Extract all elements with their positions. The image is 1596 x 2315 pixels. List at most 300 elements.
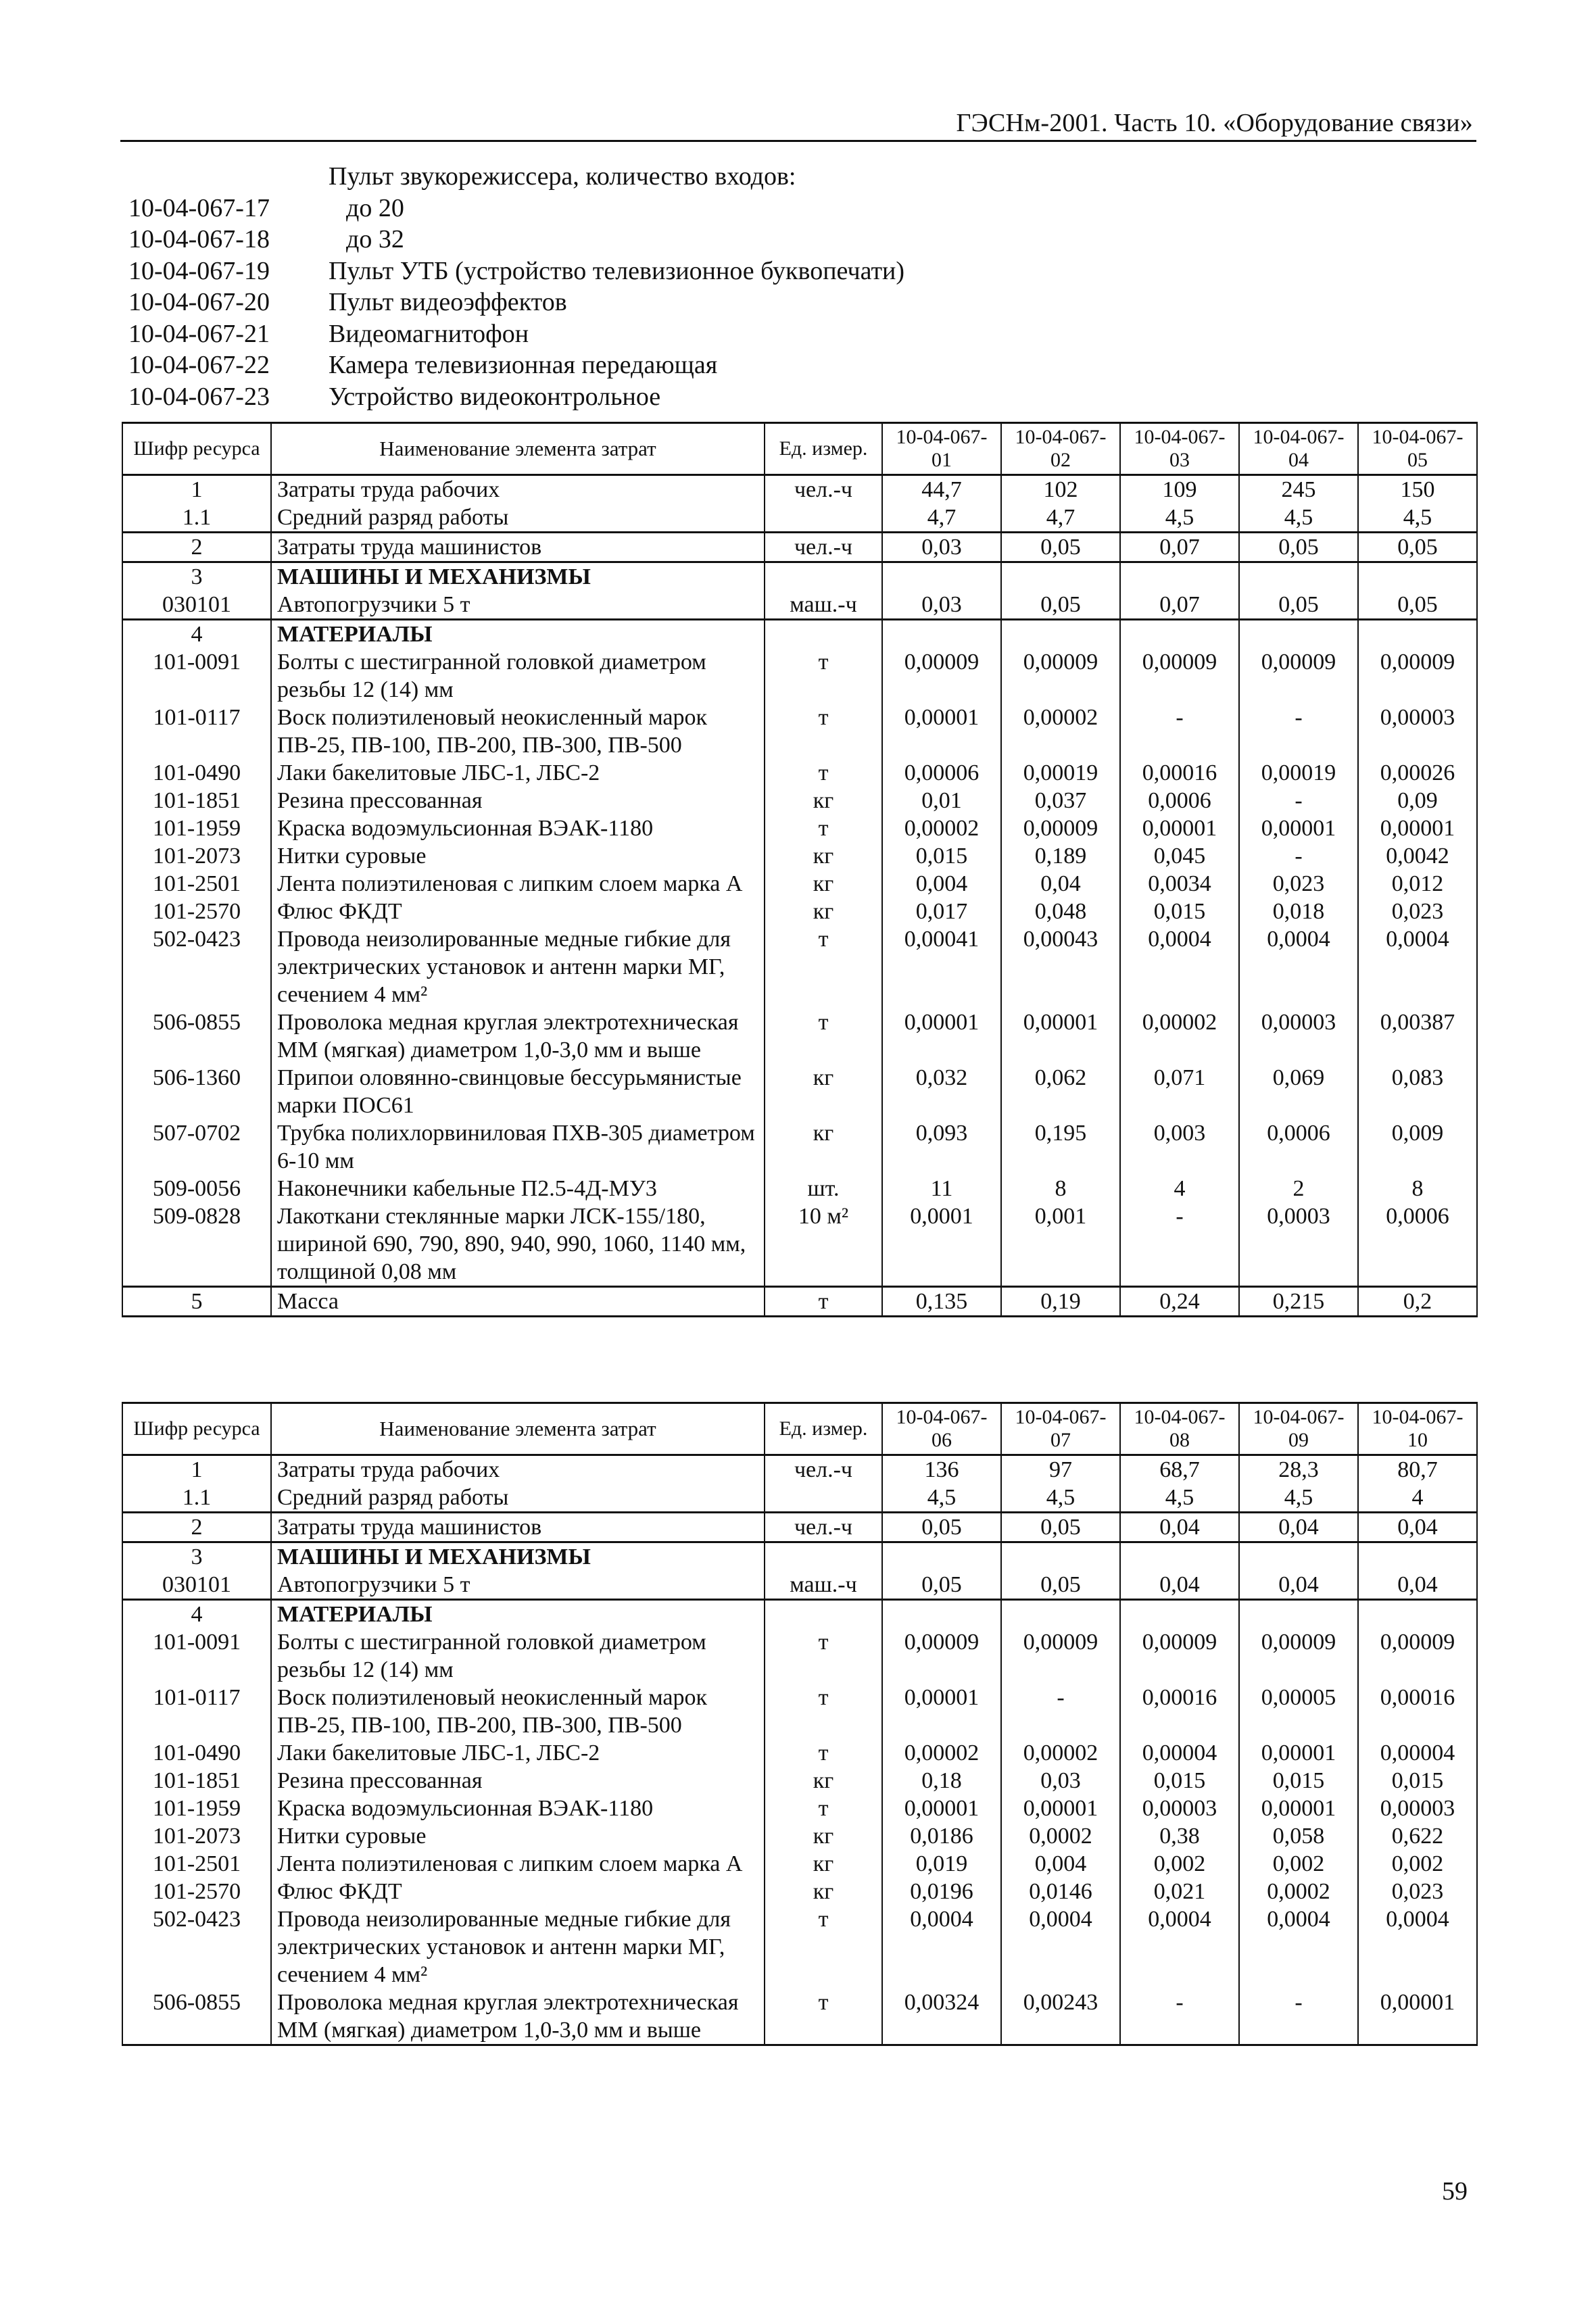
value-cell: 4 <box>1358 1484 1477 1513</box>
value-cell: - <box>1239 1989 1358 2045</box>
value-cell: 0,0004 <box>1239 1905 1358 1989</box>
resource-code-cell: 4 <box>122 620 271 649</box>
value-cell: 97 <box>1001 1455 1120 1484</box>
value-cell: 28,3 <box>1239 1455 1358 1484</box>
cost-element-name-cell: Краска водоэмульсионная ВЭАК-1180 <box>271 1795 765 1822</box>
value-cell: 44,7 <box>882 475 1001 504</box>
header-col: 10-04-067-03 <box>1120 423 1239 475</box>
resource-code-cell: 5 <box>122 1287 271 1317</box>
value-cell: 0,009 <box>1358 1119 1477 1175</box>
table-row <box>122 1484 1477 1513</box>
resource-code-cell: 101-1959 <box>122 814 271 842</box>
value-cell: 0,00003 <box>1239 1008 1358 1064</box>
cost-element-name-cell: Средний разряд работы <box>271 504 765 533</box>
value-cell <box>1358 1542 1477 1571</box>
unit-cell: кг <box>765 1822 882 1850</box>
value-cell: 0,00001 <box>1358 814 1477 842</box>
value-cell <box>1239 1600 1358 1629</box>
resource-code-cell: 101-0117 <box>122 1684 271 1739</box>
value-cell <box>1358 620 1477 649</box>
value-cell: 0,00387 <box>1358 1008 1477 1064</box>
cost-element-name-cell: Автопогрузчики 5 т <box>271 591 765 620</box>
value-cell <box>1239 620 1358 649</box>
value-cell: 0,0006 <box>1239 1119 1358 1175</box>
value-cell: 0,00009 <box>1001 1628 1120 1684</box>
value-cell: 0,045 <box>1120 842 1239 870</box>
value-cell: 0,004 <box>1001 1850 1120 1878</box>
unit-cell: кг <box>765 870 882 898</box>
table-row <box>122 898 1477 925</box>
value-cell <box>882 562 1001 591</box>
unit-cell <box>765 620 882 649</box>
value-cell: 0,00004 <box>1120 1739 1239 1767</box>
value-cell <box>1120 562 1239 591</box>
value-cell: 0,189 <box>1001 842 1120 870</box>
resource-code-cell: 1 <box>122 475 271 504</box>
intro-item-code: 10-04-067-20 <box>128 288 270 316</box>
value-cell: 0,05 <box>1001 591 1120 620</box>
value-cell: 0,002 <box>1120 1850 1239 1878</box>
value-cell: 0,05 <box>1001 533 1120 562</box>
value-cell: 0,04 <box>1358 1571 1477 1600</box>
resource-code-cell: 101-2501 <box>122 870 271 898</box>
resource-code-cell: 509-0056 <box>122 1175 271 1202</box>
table-row <box>122 1287 1477 1317</box>
table-row <box>122 1542 1477 1571</box>
value-cell: - <box>1120 1202 1239 1287</box>
unit-cell <box>765 562 882 591</box>
value-cell: 0,00009 <box>1120 648 1239 704</box>
intro-item <box>128 193 904 224</box>
unit-cell: т <box>765 1287 882 1317</box>
table-row <box>122 1202 1477 1287</box>
value-cell: 2 <box>1239 1175 1358 1202</box>
value-cell: 0,00001 <box>1001 1795 1120 1822</box>
value-cell: 0,00001 <box>1239 1795 1358 1822</box>
value-cell: 0,015 <box>1358 1767 1477 1795</box>
cost-element-name-cell: Воск полиэтиленовый неокисленный марок ПВ-25, ПВ-100, ПВ-200, ПВ-300, ПВ-500 <box>271 1684 765 1739</box>
value-cell: 0,071 <box>1120 1064 1239 1119</box>
intro-item-text: Камера телевизионная передающая <box>329 351 718 379</box>
value-cell: 0,0186 <box>882 1822 1001 1850</box>
value-cell: 4,5 <box>1239 504 1358 533</box>
page-number: 59 <box>1442 2177 1468 2206</box>
table-row <box>122 870 1477 898</box>
value-cell <box>882 1542 1001 1571</box>
cost-element-name-cell: Воск полиэтиленовый неокисленный марок ПВ-25, ПВ-100, ПВ-200, ПВ-300, ПВ-500 <box>271 704 765 759</box>
value-cell: 0,00009 <box>1358 1628 1477 1684</box>
value-cell <box>1120 1600 1239 1629</box>
value-cell: 0,0003 <box>1239 1202 1358 1287</box>
value-cell: 0,00001 <box>1239 814 1358 842</box>
table-row <box>122 842 1477 870</box>
table-row <box>122 591 1477 620</box>
value-cell: 0,00009 <box>1001 814 1120 842</box>
value-cell: 0,09 <box>1358 787 1477 814</box>
value-cell: 0,05 <box>882 1513 1001 1542</box>
table-row <box>122 1064 1477 1119</box>
value-cell: 0,00001 <box>882 704 1001 759</box>
value-cell: 0,00324 <box>882 1989 1001 2045</box>
header-code: Шифр ресурса <box>122 423 271 475</box>
value-cell: 0,002 <box>1358 1850 1477 1878</box>
value-cell: 4,5 <box>1120 504 1239 533</box>
value-cell: - <box>1239 704 1358 759</box>
cost-element-name-cell: Припои оловянно-свинцовые бессурьмянистые марки ПОС61 <box>271 1064 765 1119</box>
cost-element-name-cell: Флюс ФКДТ <box>271 1878 765 1905</box>
value-cell: 150 <box>1358 475 1477 504</box>
value-cell: 0,0004 <box>1358 925 1477 1008</box>
value-cell: 0,00004 <box>1358 1739 1477 1767</box>
value-cell: 0,0002 <box>1239 1878 1358 1905</box>
resource-code-cell: 101-1851 <box>122 1767 271 1795</box>
unit-cell: кг <box>765 1064 882 1119</box>
table-row <box>122 504 1477 533</box>
table-row <box>122 1989 1477 2045</box>
value-cell: 0,0004 <box>1001 1905 1120 1989</box>
table-row <box>122 620 1477 649</box>
unit-cell: шт. <box>765 1175 882 1202</box>
value-cell: 0,00016 <box>1358 1684 1477 1739</box>
intro-item-code: 10-04-067-19 <box>128 256 270 285</box>
value-cell: 0,00001 <box>882 1684 1001 1739</box>
cost-element-name-cell: Болты с шестигранной головкой диаметром резьбы 12 (14) мм <box>271 1628 765 1684</box>
value-cell: 0,05 <box>1239 591 1358 620</box>
resource-code-cell: 506-0855 <box>122 1008 271 1064</box>
value-cell: 0,00001 <box>1120 814 1239 842</box>
value-cell: 0,00003 <box>1358 704 1477 759</box>
intro-item-text: до 20 <box>346 193 404 222</box>
cost-element-name-cell: МАТЕРИАЛЫ <box>271 1600 765 1629</box>
value-cell: 0,00019 <box>1001 759 1120 787</box>
intro-lead-row <box>128 161 904 193</box>
unit-cell: кг <box>765 898 882 925</box>
value-cell: 0,019 <box>882 1850 1001 1878</box>
intro-item <box>128 349 904 381</box>
cost-element-name-cell: Трубка полихлорвиниловая ПХВ-305 диаметром 6-10 мм <box>271 1119 765 1175</box>
value-cell: 0,38 <box>1120 1822 1239 1850</box>
intro-item-code: 10-04-067-17 <box>128 193 270 222</box>
unit-cell: кг <box>765 787 882 814</box>
cost-element-name-cell: МАШИНЫ И МЕХАНИЗМЫ <box>271 1542 765 1571</box>
value-cell: 0,2 <box>1358 1287 1477 1317</box>
unit-cell: т <box>765 648 882 704</box>
value-cell: 68,7 <box>1120 1455 1239 1484</box>
value-cell: 0,001 <box>1001 1202 1120 1287</box>
value-cell: 0,023 <box>1358 1878 1477 1905</box>
value-cell: 0,00009 <box>1358 648 1477 704</box>
value-cell: 0,015 <box>1120 1767 1239 1795</box>
value-cell: 0,00002 <box>1120 1008 1239 1064</box>
resource-code-cell: 2 <box>122 533 271 562</box>
value-cell: 0,00002 <box>882 1739 1001 1767</box>
unit-cell: т <box>765 1905 882 1989</box>
header-unit: Ед. измер. <box>765 423 882 475</box>
header-col: 10-04-067-08 <box>1120 1403 1239 1455</box>
value-cell: 0,05 <box>1239 533 1358 562</box>
intro-item-text: Устройство видеоконтрольное <box>329 382 661 411</box>
value-cell: 0,058 <box>1239 1822 1358 1850</box>
intro-item-text: Пульт видеоэффектов <box>329 288 567 316</box>
value-cell: 4,5 <box>1239 1484 1358 1513</box>
table-row <box>122 787 1477 814</box>
table-row <box>122 1878 1477 1905</box>
table-row <box>122 475 1477 504</box>
value-cell: 0,004 <box>882 870 1001 898</box>
value-cell: 0,00043 <box>1001 925 1120 1008</box>
resource-code-cell: 2 <box>122 1513 271 1542</box>
value-cell: 0,062 <box>1001 1064 1120 1119</box>
resource-code-cell: 502-0423 <box>122 1905 271 1989</box>
table-row <box>122 1822 1477 1850</box>
intro-item <box>128 318 904 350</box>
value-cell: 0,07 <box>1120 591 1239 620</box>
cost-element-name-cell: Затраты труда машинистов <box>271 533 765 562</box>
unit-cell: 10 м² <box>765 1202 882 1287</box>
unit-cell <box>765 1600 882 1629</box>
table-row <box>122 1767 1477 1795</box>
cost-element-name-cell: Краска водоэмульсионная ВЭАК-1180 <box>271 814 765 842</box>
unit-cell: маш.-ч <box>765 1571 882 1600</box>
unit-cell <box>765 1484 882 1513</box>
value-cell: 0,00002 <box>1001 704 1120 759</box>
value-cell <box>1001 1600 1120 1629</box>
value-cell: 0,195 <box>1001 1119 1120 1175</box>
unit-cell: кг <box>765 1119 882 1175</box>
value-cell: 0,135 <box>882 1287 1001 1317</box>
cost-element-name-cell: Затраты труда рабочих <box>271 1455 765 1484</box>
value-cell: 8 <box>1001 1175 1120 1202</box>
value-cell: 0,05 <box>1001 1513 1120 1542</box>
value-cell: 0,00001 <box>1001 1008 1120 1064</box>
value-cell: 8 <box>1358 1175 1477 1202</box>
intro-item-code: 10-04-067-22 <box>128 351 270 379</box>
table-row <box>122 1684 1477 1739</box>
value-cell: 0,0004 <box>1120 1905 1239 1989</box>
cost-element-name-cell: Лаки бакелитовые ЛБС-1, ЛБС-2 <box>271 1739 765 1767</box>
value-cell: 0,19 <box>1001 1287 1120 1317</box>
resource-code-cell: 1 <box>122 1455 271 1484</box>
value-cell: 0,0004 <box>1358 1905 1477 1989</box>
unit-cell: кг <box>765 842 882 870</box>
value-cell: 0,0042 <box>1358 842 1477 870</box>
unit-cell: т <box>765 759 882 787</box>
value-cell: 0,0034 <box>1120 870 1239 898</box>
value-cell: 0,18 <box>882 1767 1001 1795</box>
value-cell <box>1001 1542 1120 1571</box>
intro-item-text: Пульт УТБ (устройство телевизионное буквопечати) <box>329 256 905 285</box>
value-cell: 0,00009 <box>1001 648 1120 704</box>
value-cell: 0,023 <box>1358 898 1477 925</box>
unit-cell: т <box>765 1795 882 1822</box>
value-cell: - <box>1120 704 1239 759</box>
value-cell: 4,5 <box>882 1484 1001 1513</box>
value-cell <box>1001 562 1120 591</box>
value-cell: - <box>1120 1989 1239 2045</box>
value-cell: 0,017 <box>882 898 1001 925</box>
resource-code-cell: 3 <box>122 1542 271 1571</box>
value-cell: 0,032 <box>882 1064 1001 1119</box>
resource-code-cell: 101-2570 <box>122 898 271 925</box>
cost-element-name-cell: Флюс ФКДТ <box>271 898 765 925</box>
value-cell: 0,00009 <box>1120 1628 1239 1684</box>
unit-cell: маш.-ч <box>765 591 882 620</box>
cost-element-name-cell: МАШИНЫ И МЕХАНИЗМЫ <box>271 562 765 591</box>
value-cell <box>1358 1600 1477 1629</box>
resource-code-cell: 4 <box>122 1600 271 1629</box>
resource-code-cell: 506-1360 <box>122 1064 271 1119</box>
value-cell: 0,04 <box>1358 1513 1477 1542</box>
value-cell: 4,7 <box>882 504 1001 533</box>
value-cell: 0,00003 <box>1120 1795 1239 1822</box>
intro-item-code: 10-04-067-18 <box>128 225 270 253</box>
value-cell: 136 <box>882 1455 1001 1484</box>
value-cell: 0,622 <box>1358 1822 1477 1850</box>
value-cell: 109 <box>1120 475 1239 504</box>
cost-element-name-cell: Провода неизолированные медные гибкие для электрических установок и антенн марки МГ, сечением 4 мм² <box>271 1905 765 1989</box>
cost-element-name-cell: Лента полиэтиленовая с липким слоем марка А <box>271 870 765 898</box>
cost-element-name-cell: Лента полиэтиленовая с липким слоем марка А <box>271 1850 765 1878</box>
value-cell: 0,0006 <box>1358 1202 1477 1287</box>
value-cell: 0,0004 <box>1120 925 1239 1008</box>
value-cell: 0,0004 <box>882 1905 1001 1989</box>
table-row <box>122 1455 1477 1484</box>
resource-code-cell: 506-0855 <box>122 1989 271 2045</box>
value-cell: 4,5 <box>1358 504 1477 533</box>
table-row <box>122 1600 1477 1629</box>
intro-item-code: 10-04-067-23 <box>128 382 270 411</box>
cost-element-name-cell: МАТЕРИАЛЫ <box>271 620 765 649</box>
value-cell: 0,00016 <box>1120 759 1239 787</box>
value-cell: 0,003 <box>1120 1119 1239 1175</box>
header-col: 10-04-067-02 <box>1001 423 1120 475</box>
intro-item-text: Видеомагнитофон <box>329 319 529 348</box>
header-col: 10-04-067-06 <box>882 1403 1001 1455</box>
value-cell: 0,083 <box>1358 1064 1477 1119</box>
value-cell <box>1358 562 1477 591</box>
value-cell: 0,00243 <box>1001 1989 1120 2045</box>
intro-item <box>128 287 904 318</box>
value-cell: 0,00041 <box>882 925 1001 1008</box>
resource-code-cell: 101-0490 <box>122 1739 271 1767</box>
unit-cell: т <box>765 1684 882 1739</box>
cost-element-name-cell: Нитки суровые <box>271 1822 765 1850</box>
table-row <box>122 1905 1477 1989</box>
resource-code-cell: 030101 <box>122 591 271 620</box>
value-cell: 0,00001 <box>882 1008 1001 1064</box>
cost-element-name-cell: Автопогрузчики 5 т <box>271 1571 765 1600</box>
resource-code-cell: 101-0490 <box>122 759 271 787</box>
table-row <box>122 925 1477 1008</box>
value-cell: 0,03 <box>882 591 1001 620</box>
value-cell: 0,05 <box>1358 591 1477 620</box>
cost-element-name-cell: Наконечники кабельные П2.5-4Д-МУ3 <box>271 1175 765 1202</box>
resource-code-cell: 101-2501 <box>122 1850 271 1878</box>
value-cell: 0,00026 <box>1358 759 1477 787</box>
cost-element-name-cell: Болты с шестигранной головкой диаметром резьбы 12 (14) мм <box>271 648 765 704</box>
unit-cell: т <box>765 925 882 1008</box>
value-cell: 0,069 <box>1239 1064 1358 1119</box>
value-cell: 0,015 <box>882 842 1001 870</box>
unit-cell: т <box>765 1989 882 2045</box>
value-cell: 0,0001 <box>882 1202 1001 1287</box>
table-row <box>122 1008 1477 1064</box>
value-cell: 0,00019 <box>1239 759 1358 787</box>
table-row <box>122 1850 1477 1878</box>
value-cell <box>882 1600 1001 1629</box>
table-row <box>122 704 1477 759</box>
unit-cell <box>765 504 882 533</box>
table-row <box>122 1628 1477 1684</box>
value-cell <box>1239 562 1358 591</box>
value-cell <box>1120 1542 1239 1571</box>
value-cell: 0,00009 <box>1239 1628 1358 1684</box>
intro-item <box>128 381 904 413</box>
page-header: ГЭСНм-2001. Часть 10. «Оборудование связи» <box>956 109 1473 137</box>
table-row <box>122 1513 1477 1542</box>
norm-table-2 <box>122 1402 1478 2046</box>
unit-cell: чел.-ч <box>765 475 882 504</box>
value-cell: 0,012 <box>1358 870 1477 898</box>
unit-cell <box>765 1542 882 1571</box>
header-name: Наименование элемента затрат <box>271 423 765 475</box>
value-cell: 0,04 <box>1120 1513 1239 1542</box>
header-col: 10-04-067-04 <box>1239 423 1358 475</box>
value-cell: 0,015 <box>1120 898 1239 925</box>
value-cell: 0,00003 <box>1358 1795 1477 1822</box>
unit-cell: чел.-ч <box>765 533 882 562</box>
unit-cell: чел.-ч <box>765 1455 882 1484</box>
value-cell: 0,04 <box>1001 870 1120 898</box>
unit-cell: чел.-ч <box>765 1513 882 1542</box>
value-cell: 0,00009 <box>882 648 1001 704</box>
cost-element-name-cell: Нитки суровые <box>271 842 765 870</box>
resource-code-cell: 101-1851 <box>122 787 271 814</box>
intro-list <box>128 161 904 412</box>
cost-element-name-cell: Проволока медная круглая электротехническая ММ (мягкая) диаметром 1,0-3,0 мм и выше <box>271 1989 765 2045</box>
value-cell: 0,01 <box>882 787 1001 814</box>
table-row <box>122 1795 1477 1822</box>
cost-element-name-cell: Резина прессованная <box>271 1767 765 1795</box>
cost-element-name-cell: Проволока медная круглая электротехническая ММ (мягкая) диаметром 1,0-3,0 мм и выше <box>271 1008 765 1064</box>
resource-code-cell: 101-0091 <box>122 1628 271 1684</box>
value-cell: - <box>1001 1684 1120 1739</box>
value-cell: 0,04 <box>1239 1513 1358 1542</box>
value-cell: 0,00001 <box>882 1795 1001 1822</box>
unit-cell: т <box>765 1739 882 1767</box>
unit-cell: т <box>765 1008 882 1064</box>
value-cell: 0,00005 <box>1239 1684 1358 1739</box>
header-name: Наименование элемента затрат <box>271 1403 765 1455</box>
value-cell: 0,03 <box>882 533 1001 562</box>
value-cell: 0,03 <box>1001 1767 1120 1795</box>
value-cell: 0,0006 <box>1120 787 1239 814</box>
value-cell: - <box>1239 787 1358 814</box>
cost-element-name-cell: Затраты труда рабочих <box>271 475 765 504</box>
value-cell: 4,5 <box>1001 1484 1120 1513</box>
value-cell <box>882 620 1001 649</box>
resource-code-cell: 101-0117 <box>122 704 271 759</box>
value-cell: 4,5 <box>1120 1484 1239 1513</box>
value-cell: 0,00001 <box>1239 1739 1358 1767</box>
table-row <box>122 759 1477 787</box>
value-cell: 11 <box>882 1175 1001 1202</box>
table-row <box>122 533 1477 562</box>
value-cell: 0,07 <box>1120 533 1239 562</box>
intro-lead: Пульт звукорежиссера, количество входов: <box>329 162 796 191</box>
unit-cell: кг <box>765 1767 882 1795</box>
value-cell: 0,023 <box>1239 870 1358 898</box>
